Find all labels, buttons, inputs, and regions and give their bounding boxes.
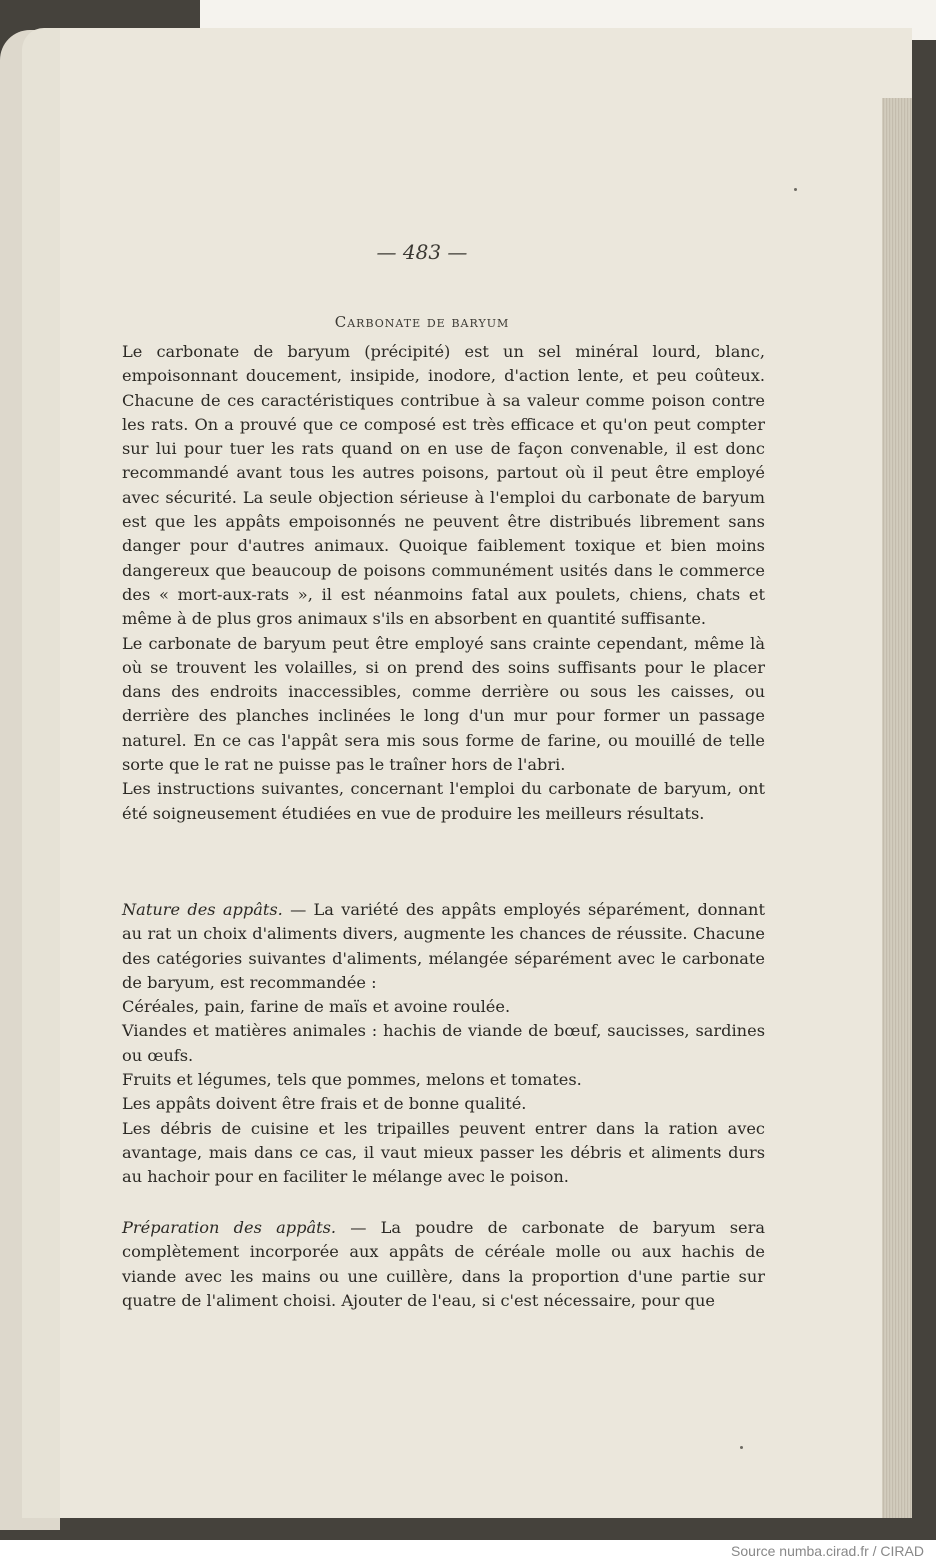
list-item: Les appâts doivent être frais et de bonne qualité. [122,1094,527,1114]
paragraph: Le carbonate de baryum peut être employé sans crainte cependant, même là où se trouvent les volailles, si on prend des soins suffisants pour le placer dans des endroits inaccessibles, comme derrière ou sous les caisses, ou derrière des planches inclinées le long d'un mur pour former un passage naturel. En ce cas l'appât sera mis sous forme de farine, ou mouillé de telle sorte que le rat ne puisse pas le traîner hors de l'abri. [122,633,765,775]
source-credit: Source numba.cirad.fr / CIRAD [731,1543,924,1559]
page-edges [882,98,912,1518]
section-nature-appats [122,898,765,1190]
list-item: Les débris de cuisine et les tripailles peuvent entrer dans la ration avec avantage, mais dans ce cas, il vaut mieux passer les débris et aliments durs au hachoir pour en faciliter le mélange avec le poison. [122,1118,765,1187]
list-item: Céréales, pain, farine de maïs et avoine roulée. [122,997,511,1017]
paragraph-text: — La poudre de carbonate de baryum sera complètement incorporée aux appâts de céréale molle ou aux hachis de viande avec les mains ou une cuillère, dans la proportion d'une partie sur quatre de l'aliment choisi. Ajouter de l'eau, si c'est nécessaire, pour que [122,1218,765,1310]
page-number: — 483 — [376,240,468,264]
paper-speck [794,188,797,191]
list-item: Viandes et matières animales : hachis de viande de bœuf, saucisses, sardines ou œufs. [122,1021,765,1065]
paragraph-title: Nature des appâts. [122,900,283,919]
paragraph-text: — La variété des appâts employés séparément, donnant au rat un choix d'aliments divers, augmente les chances de réussite. Chacune des catégories suivantes d'aliments, mélangée séparément avec le carbonate de baryum, est recommandée : [122,900,765,992]
section-carbonate-body [122,340,765,826]
paragraph: Les instructions suivantes, concernant l'emploi du carbonate de baryum, ont été soigneusement étudiées en vue de produire les meilleurs résultats. [122,779,765,823]
list-item: Fruits et légumes, tels que pommes, melons et tomates. [122,1070,582,1090]
section-preparation-appats [122,1216,765,1313]
paper-speck [740,1446,743,1449]
paragraph-title: Préparation des appâts. [122,1218,337,1237]
paragraph [122,1216,765,1313]
section-heading: Carbonate de baryum [334,313,510,331]
paragraph [122,898,765,995]
book-page [22,28,912,1518]
paragraph: Le carbonate de baryum (précipité) est un sel minéral lourd, blanc, empoisonnant doucement, insipide, inodore, d'action lente, et peu coûteux. Chacune de ces caractéristiques contribue à sa valeur comme poison contre les rats. On a prouvé que ce composé est très efficace et qu'on peut compter sur lui pour tuer les rats quand on en use de façon convenable, il est donc recommandé avant tous les autres poisons, partout où il peut être employé avec sécurité. La seule objection sérieuse à l'emploi du carbonate de baryum est que les appâts empoisonnés ne peuvent être distribués librement sans danger pour d'autres animaux. Quoique faiblement toxique et bien moins dangereux que beaucoup de poisons communément usités dans le commerce des « mort-aux-rats », il est néanmoins fatal aux poulets, chiens, chats et même à de plus gros animaux s'ils en absorbent en quantité suffisante. [122,342,765,629]
